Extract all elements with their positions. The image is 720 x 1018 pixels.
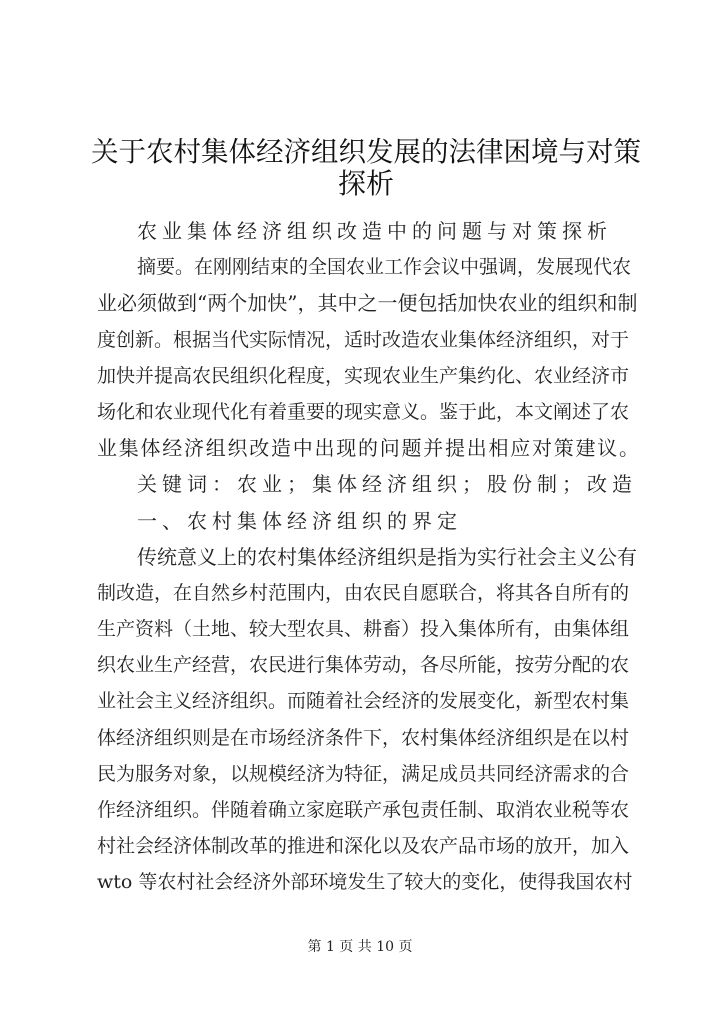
text-line: 关键词：农业；集体经济组织；股份制；改造 — [137, 472, 637, 497]
text-line: 织农业生产经营，农民进行集体劳动，各尽所能，按劳分配的农 — [97, 654, 630, 677]
text-line: 摘要。在刚刚结束的全国农业工作会议中强调，发展现代农 — [137, 256, 632, 279]
text-line: 一、农村集体经济组织的界定 — [137, 508, 462, 533]
text-line: 业集体经济组织改造中出现的问题并提出相应对策建议。 — [97, 436, 641, 461]
text-line: wto 等农村社会经济外部环境发生了较大的变化，使得我国农村 — [97, 871, 633, 894]
text-line: 度创新。根据当代实际情况，适时改造农业集体经济组织，对于 — [97, 328, 630, 351]
text-line: 业必须做到“两个加快”，其中之一便包括加快农业的组织和制 — [97, 291, 638, 316]
text-line: 生产资料（土地、较大型农具、耕畜）投入集体所有，由集体组 — [97, 618, 630, 641]
text-line: 作经济组织。伴随着确立家庭联产承包责任制、取消农业税等农 — [97, 799, 630, 821]
text-line: 业社会主义经济组织。而随着社会经济的发展变化，新型农村集 — [97, 690, 630, 713]
text-line: 农业集体经济组织改造中的问题与对策探析 — [137, 219, 612, 243]
text-line: 制改造，在自然乡村范围内，由农民自愿联合，将其各自所有的 — [97, 581, 630, 604]
text-line: 场化和农业现代化有着重要的现实意义。鉴于此，本文阐述了农 — [97, 400, 630, 423]
document-title — [90, 136, 642, 200]
text-line: 传统意义上的农村集体经济组织是指为实行社会主义公有 — [137, 544, 637, 569]
text-line: 体经济组织则是在市场经济条件下，农村集体经济组织是在以村 — [97, 726, 630, 749]
text-line: 民为服务对象，以规模经济为特征，满足成员共同经济需求的合 — [97, 762, 630, 785]
text-line: 村社会经济体制改革的推进和深化以及农产品市场的放开，加入 — [97, 835, 630, 858]
document-body — [97, 213, 642, 901]
title-line-1: 关于农村集体经济组织发展的法律困境与对策 — [91, 136, 641, 168]
text-line: 加快并提高农民组织化程度，实现农业生产集约化、农业经济市 — [97, 364, 630, 387]
page-footer: 第 1 页 共 10 页 — [307, 939, 413, 955]
title-line-2: 探析 — [337, 167, 394, 200]
